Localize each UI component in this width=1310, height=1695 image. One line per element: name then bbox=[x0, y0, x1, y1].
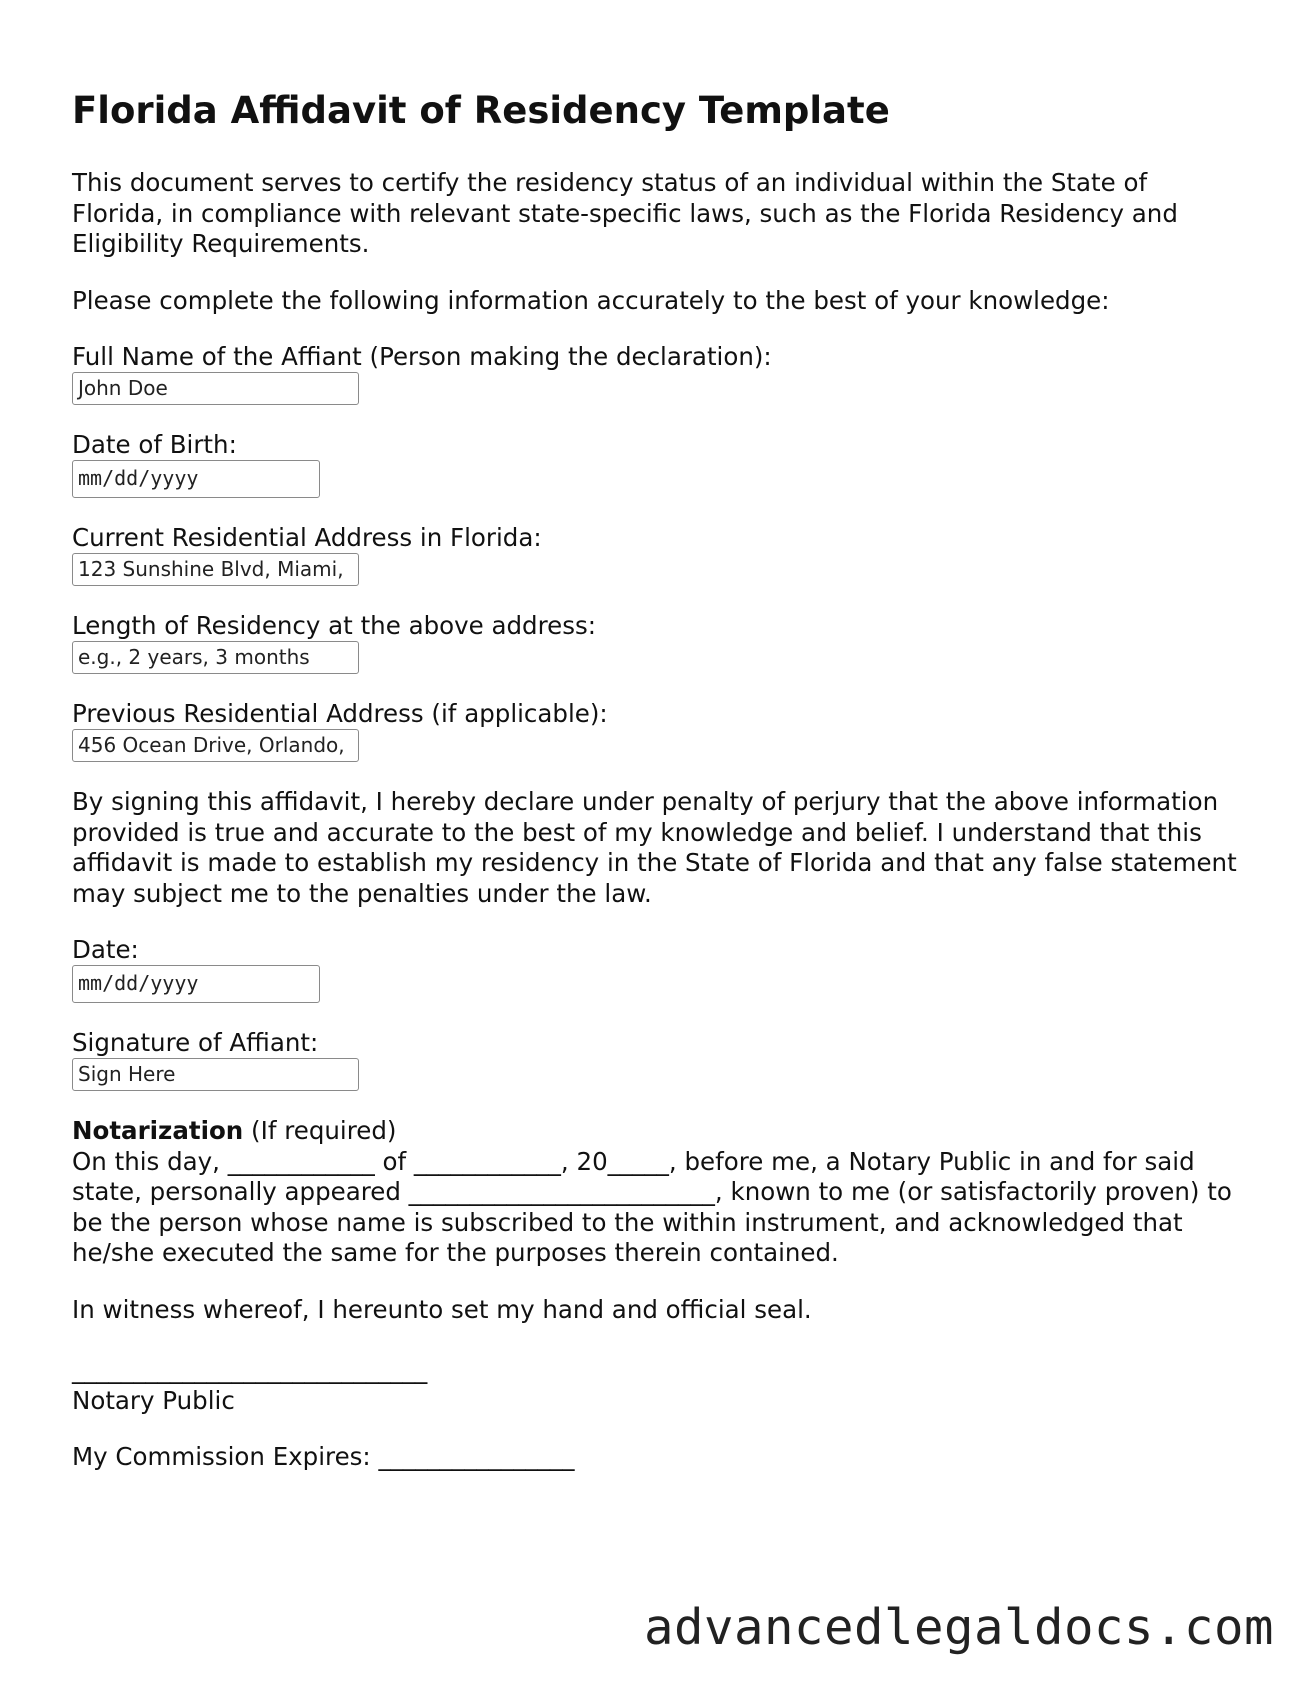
signing-date-field bbox=[72, 935, 1242, 1003]
signature-field bbox=[72, 1028, 1242, 1091]
signing-date-label: Date: bbox=[72, 935, 139, 964]
notarization-heading: Notarization bbox=[72, 1116, 244, 1145]
watermark: advancedlegaldocs.com bbox=[643, 1599, 1274, 1656]
intro-paragraph: This document serves to certify the residency status of an individual within the State of Florida, in compliance with relevant state-specific laws, such as the Florida Residency and Eligibility Requirements. bbox=[72, 168, 1178, 258]
residency-length-label: Length of Residency at the above address: bbox=[72, 611, 596, 640]
commission-expires: My Commission Expires: ________________ bbox=[72, 1442, 575, 1471]
notarization-heading-line bbox=[72, 1116, 1242, 1147]
notarization-body: On this day, ____________ of ____________, 20_____, before me, a Notary Public in and for said state, personally appeared _________________________, known to me (or satisfactorily proven) to be the person whose name is subscribed to the within instrument, and acknowledged that he/she executed the same for the purposes therein contained. bbox=[72, 1146, 1232, 1267]
residency-length-field bbox=[72, 611, 1242, 674]
previous-address-label: Previous Residential Address (if applicable): bbox=[72, 699, 608, 728]
current-address-input[interactable]: 123 Sunshine Blvd, Miami, bbox=[72, 553, 359, 586]
notary-signature-caption: Notary Public bbox=[72, 1385, 235, 1415]
document-page bbox=[72, 88, 1242, 1473]
signing-date-input[interactable]: mm/dd/yyyy bbox=[72, 965, 320, 1003]
full-name-label: Full Name of the Affiant (Person making the declaration): bbox=[72, 342, 772, 371]
declaration-paragraph: By signing this affidavit, I hereby declare under penalty of perjury that the above information provided is true and accurate to the best of my knowledge and belief. I understand that this affidavit is made to establish my residency in the State of Florida and that any false statement may subject me to the penalties under the law. bbox=[72, 787, 1237, 908]
residency-length-input[interactable]: e.g., 2 years, 3 months bbox=[72, 641, 359, 674]
notarization-section bbox=[72, 1116, 1242, 1269]
full-name-input[interactable]: John Doe bbox=[72, 372, 359, 405]
signature-input[interactable]: Sign Here bbox=[72, 1058, 359, 1091]
dob-field bbox=[72, 430, 1242, 498]
notarization-heading-note: (If required) bbox=[243, 1116, 397, 1145]
full-name-field bbox=[72, 342, 1242, 405]
current-address-field bbox=[72, 523, 1242, 586]
notary-signature-line: _____________________________ bbox=[72, 1355, 428, 1384]
dob-input[interactable]: mm/dd/yyyy bbox=[72, 460, 320, 498]
previous-address-input[interactable]: 456 Ocean Drive, Orlando, bbox=[72, 729, 359, 762]
dob-label: Date of Birth: bbox=[72, 430, 237, 459]
current-address-label: Current Residential Address in Florida: bbox=[72, 523, 542, 552]
instructions-paragraph: Please complete the following information accurately to the best of your knowledge: bbox=[72, 285, 1110, 315]
previous-address-field bbox=[72, 699, 1242, 762]
signature-label: Signature of Affiant: bbox=[72, 1028, 319, 1057]
page-title: Florida Affidavit of Residency Template bbox=[72, 89, 890, 132]
witness-statement: In witness whereof, I hereunto set my hand and official seal. bbox=[72, 1294, 812, 1324]
